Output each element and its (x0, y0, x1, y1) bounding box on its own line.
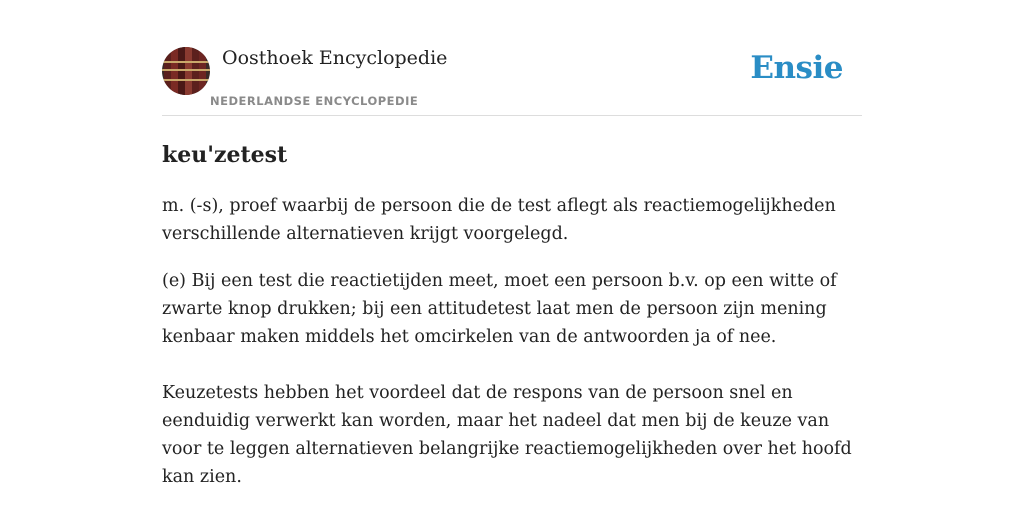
encyclopedia-books-icon[interactable] (162, 47, 210, 95)
example-paragraph: (e) Bij een test die reactietijden meet, moet een persoon b.v. op een witte of zwarte knop drukken; bij een attitudetest laat men de persoon zijn mening kenbaar maken middels het omcirkelen van de antwoorden ja of nee. (162, 271, 837, 347)
definition-paragraph: m. (-s), proef waarbij de persoon die de test aflegt als reactiemogelijkheden verschillende alternatieven krijgt voorgelegd. (162, 196, 836, 244)
explanation-paragraph: Keuzetests hebben het voordeel dat de respons van de persoon snel en eenduidig verwerkt kan worden, maar het nadeel dat men bij de keuze van voor te leggen alternatieven belangrijke reactiemogelijkheden over het hoofd kan zien. (162, 383, 852, 487)
site-header (162, 0, 862, 116)
brand-logo[interactable]: Ensie (750, 50, 843, 86)
site-title[interactable]: Oosthoek Encyclopedie (222, 47, 448, 69)
entry-card (162, 0, 862, 487)
site-subtitle: NEDERLANDSE ENCYCLOPEDIE (210, 94, 419, 108)
entry-title: keu'zetest (162, 142, 288, 168)
